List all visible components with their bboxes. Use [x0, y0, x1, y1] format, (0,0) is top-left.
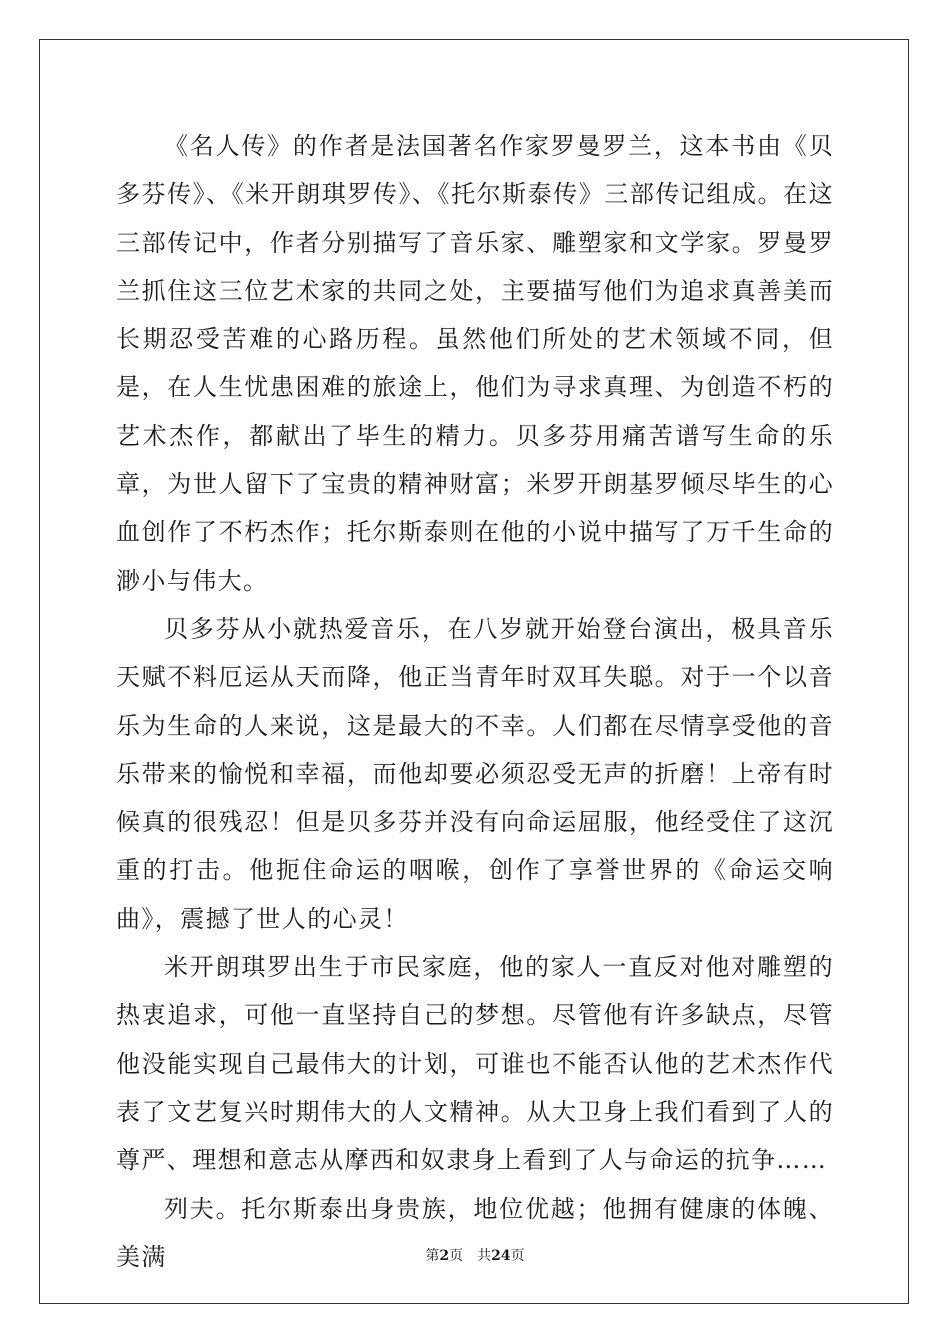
page-prefix: 第 [425, 1248, 440, 1264]
total-prefix: 共 [477, 1248, 492, 1264]
paragraph-4: 列夫。托尔斯泰出身贵族，地位优越；他拥有健康的体魄、美满 [116, 1194, 834, 1271]
paragraph-1: 《名人传》的作者是法国著名作家罗曼罗兰，这本书由《贝多芬传》、《米开朗琪罗传》、《托尔斯泰传》三部传记组成。在这三部传记中，作者分别描写了音乐家、雕塑家和文学家。罗曼罗兰抓住这三位艺术家的共同之处，主要描写他们为追求真善美而长期忍受苦难的心路历程。虽然他们所处的艺术领域不同，但是，在人生忧患困难的旅途上，他们为寻求真理、为创造不朽的艺术杰作，都献出了毕生的精力。贝多芬用痛苦谱写生命的乐章，为世人留下了宝贵的精神财富；米罗开朗基罗倾尽毕生的心血创作了不朽杰作；托尔斯泰则在他的小说中描写了万千生命的渺小与伟大。 [116, 132, 834, 595]
document-body [116, 122, 834, 1281]
page-suffix: 页 [449, 1248, 464, 1264]
paragraph-3: 米开朗琪罗出生于市民家庭，他的家人一直反对他对雕塑的热衷追求，可他一直坚持自己的梦想。尽管他有许多缺点，尽管他没能实现自己最伟大的计划，可谁也不能否认他的艺术杰作代表了文艺复兴时期伟大的人文精神。从大卫身上我们看到了人的尊严、理想和意志从摩西和奴隶身上看到了人与命运的抗争…… [116, 953, 834, 1175]
total-suffix: 页 [510, 1248, 525, 1264]
page-number: 2 [439, 1248, 450, 1264]
page-footer [0, 1245, 950, 1265]
total-pages: 24 [491, 1248, 511, 1264]
paragraph-2: 贝多芬从小就热爱音乐，在八岁就开始登台演出，极具音乐天赋不料厄运从天而降，他正当青年时双耳失聪。对于一个以音乐为生命的人来说，这是最大的不幸。人们都在尽情享受他的音乐带来的愉悦和幸福，而他却要必须忍受无声的折磨！上帝有时候真的很残忍！但是贝多芬并没有向命运屈服，他经受住了这沉重的打击。他扼住命运的咽喉，创作了享誉世界的《命运交响曲》，震撼了世人的心灵！ [116, 614, 834, 933]
